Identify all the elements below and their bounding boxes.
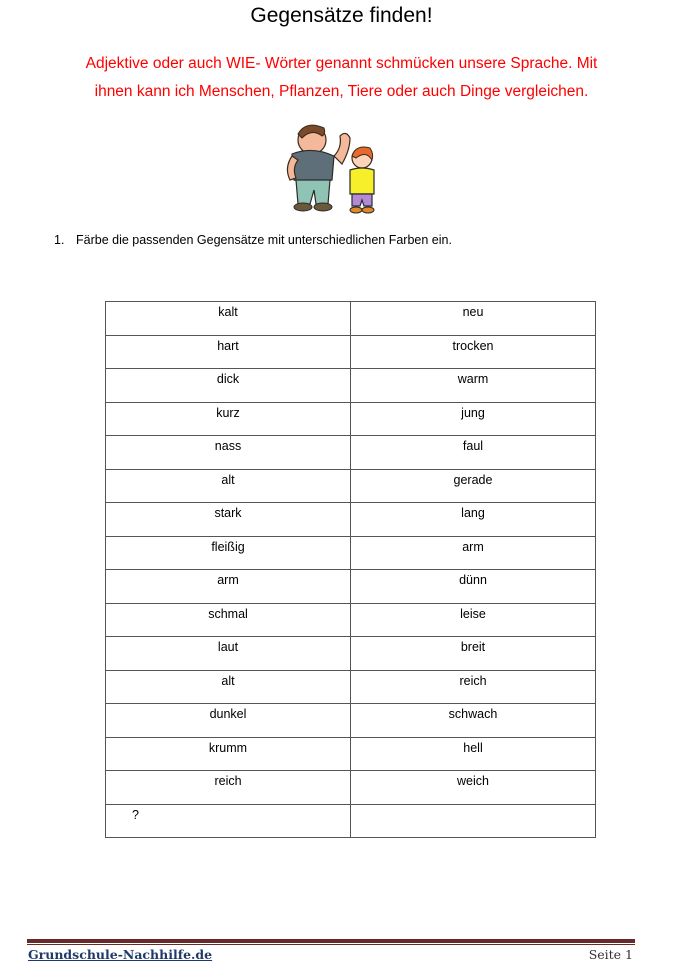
footer-page-number: Seite 1 — [588, 947, 633, 962]
word-cell-left[interactable]: dick — [106, 369, 351, 403]
word-cell-right[interactable]: faul — [351, 436, 596, 470]
task-number: 1. — [54, 233, 65, 247]
word-cell-right[interactable]: warm — [351, 369, 596, 403]
table-row — [106, 704, 596, 738]
two-boys-illustration — [276, 118, 384, 218]
word-cell-right[interactable]: leise — [351, 603, 596, 637]
intro-text — [0, 50, 683, 106]
table-row — [106, 302, 596, 336]
word-cell-right[interactable]: gerade — [351, 469, 596, 503]
table-row — [106, 804, 596, 838]
big-boy-figure — [287, 125, 350, 211]
page-title: Gegensätze finden! — [250, 4, 433, 27]
table-row — [106, 335, 596, 369]
table-row — [106, 570, 596, 604]
table-row — [106, 536, 596, 570]
table-row — [106, 670, 596, 704]
word-cell-right[interactable]: schwach — [351, 704, 596, 738]
word-cell-right[interactable]: neu — [351, 302, 596, 336]
table-row — [106, 771, 596, 805]
word-cell-left[interactable]: stark — [106, 503, 351, 537]
word-cell-left[interactable]: ? — [106, 804, 351, 838]
table-row — [106, 737, 596, 771]
word-cell-left[interactable]: dunkel — [106, 704, 351, 738]
word-cell-right[interactable]: lang — [351, 503, 596, 537]
word-cell-left[interactable]: krumm — [106, 737, 351, 771]
task-text: Färbe die passenden Gegensätze mit unterschiedlichen Farben ein. — [76, 233, 452, 247]
word-cell-left[interactable]: nass — [106, 436, 351, 470]
intro-line-1: Adjektive oder auch WIE- Wörter genannt schmücken unsere Sprache. Mit — [85, 55, 598, 72]
table-row — [106, 503, 596, 537]
word-cell-left[interactable]: kurz — [106, 402, 351, 436]
word-cell-left[interactable]: fleißig — [106, 536, 351, 570]
small-boy-figure — [350, 147, 374, 213]
word-cell-right[interactable]: breit — [351, 637, 596, 671]
intro-line-2: ihnen kann ich Menschen, Pflanzen, Tiere oder auch Dinge vergleichen. — [94, 83, 589, 100]
word-cell-right[interactable]: trocken — [351, 335, 596, 369]
word-cell-right[interactable]: hell — [351, 737, 596, 771]
table-row — [106, 369, 596, 403]
word-cell-left[interactable]: laut — [106, 637, 351, 671]
word-cell-left[interactable]: reich — [106, 771, 351, 805]
word-cell-left[interactable]: arm — [106, 570, 351, 604]
word-cell-right[interactable]: jung — [351, 402, 596, 436]
word-cell-left[interactable]: hart — [106, 335, 351, 369]
table-row — [106, 603, 596, 637]
footer-rule-thin — [27, 944, 635, 945]
word-cell-left[interactable]: alt — [106, 670, 351, 704]
table-row — [106, 637, 596, 671]
table-row — [106, 436, 596, 470]
word-cell-right[interactable]: reich — [351, 670, 596, 704]
word-cell-left[interactable]: kalt — [106, 302, 351, 336]
footer-rule-thick — [27, 939, 635, 943]
word-cell-right[interactable]: weich — [351, 771, 596, 805]
word-table — [105, 301, 596, 838]
table-row — [106, 402, 596, 436]
word-cell-left[interactable]: alt — [106, 469, 351, 503]
word-cell-right[interactable] — [351, 804, 596, 838]
task-instruction — [54, 233, 452, 247]
table-row — [106, 469, 596, 503]
word-cell-right[interactable]: dünn — [351, 570, 596, 604]
word-cell-right[interactable]: arm — [351, 536, 596, 570]
word-cell-left[interactable]: schmal — [106, 603, 351, 637]
footer-site-link[interactable]: Grundschule-Nachhilfe.de — [28, 947, 213, 962]
